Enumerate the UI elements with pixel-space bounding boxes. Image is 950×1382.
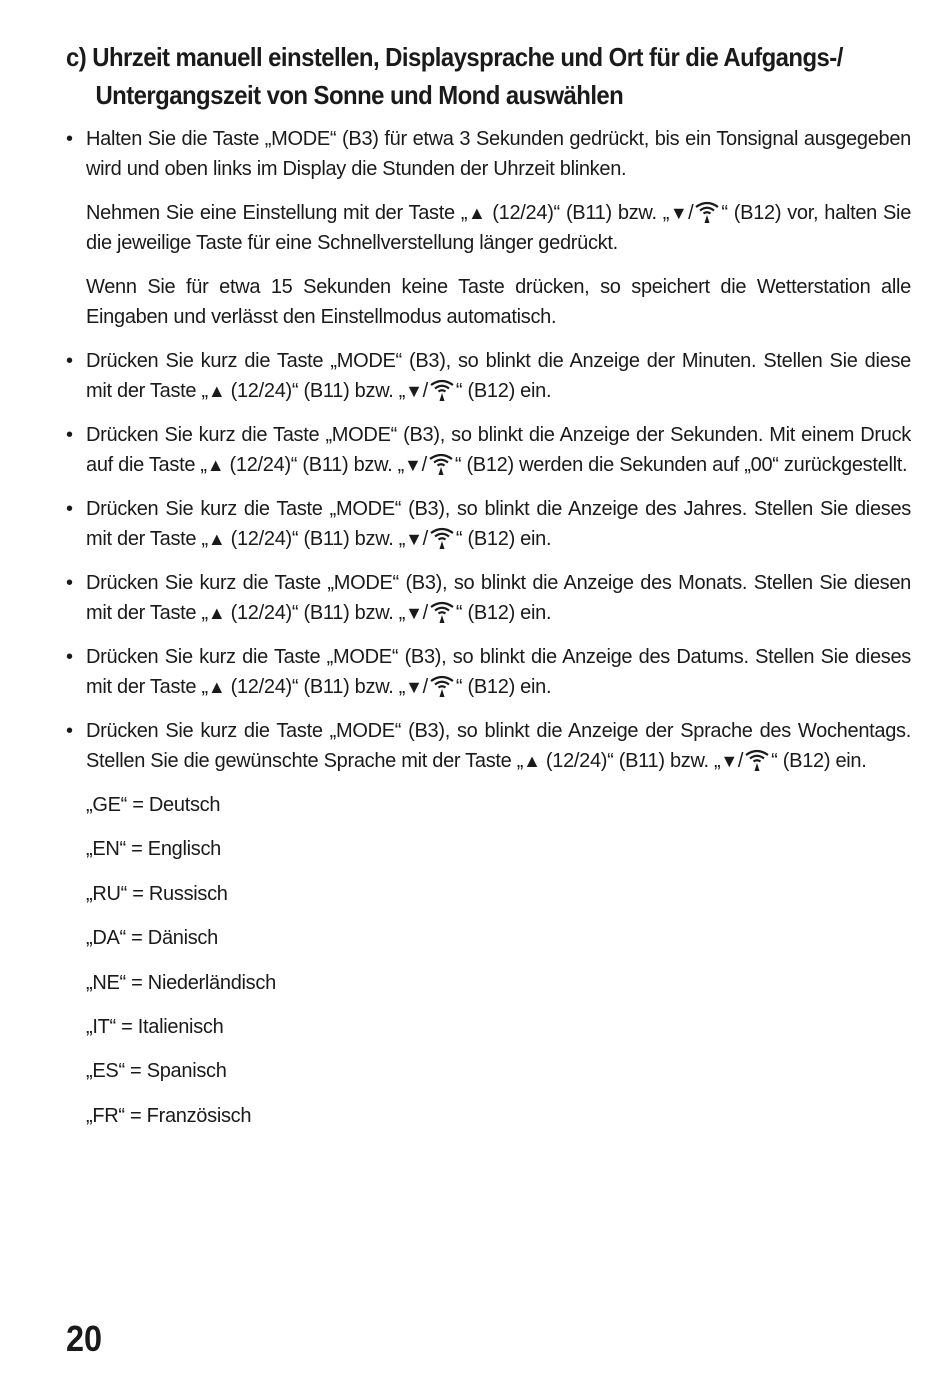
item-text: Drücken Sie kurz die Taste „MODE“ (B3), so blinkt die Anzeige des Monats. Stellen Sie diesen mit der Taste „ [86, 572, 911, 624]
item-text: Drücken Sie kurz die Taste „MODE“ (B3), so blinkt die Anzeige des Jahres. Stellen Sie dieses mit der Taste „ [86, 498, 911, 550]
radio-signal-icon [428, 378, 456, 402]
down-triangle-icon: ▼ [404, 455, 422, 475]
key-text: (12/24)“ (B11) bzw. „ [224, 454, 405, 476]
item-text: Drücken Sie kurz die Taste „MODE“ (B3), so blinkt die Anzeige der Sprache des Wochentags. Stellen Sie die gewünschte Sprache mit der Taste „ [86, 720, 911, 772]
key-text: (12/24)“ (B11) bzw. „ [225, 602, 406, 624]
down-triangle-icon: ▼ [405, 603, 423, 623]
radio-signal-icon [693, 200, 721, 224]
paragraph-text: Nehmen Sie eine Einstellung mit der Taste „ [86, 202, 468, 224]
suffix-text: “ (B12) ein. [455, 676, 552, 698]
radio-signal-icon [428, 526, 456, 550]
list-item [66, 494, 911, 554]
language-entry-it: „IT“ = Italienisch [86, 1015, 224, 1038]
down-triangle-icon: ▼ [405, 381, 423, 401]
key-text: (12/24)“ (B11) bzw. „ [225, 380, 406, 402]
item-text: Drücken Sie kurz die Taste „MODE“ (B3), so blinkt die Anzeige der Minuten. Stellen Sie diese mit der Taste „ [86, 350, 911, 402]
language-entry-en: „EN“ = Englisch [86, 838, 221, 861]
bullet-marker: • [66, 128, 73, 150]
list-item [66, 716, 911, 776]
slash-text: / [421, 454, 427, 476]
suffix-text: “ (B12) ein. [455, 528, 552, 550]
item-text: “ (B12) werden die Sekunden auf „00“ zurückgestellt. [454, 454, 908, 476]
section-heading [66, 38, 857, 114]
list-item [66, 346, 911, 406]
up-triangle-icon: ▲ [467, 203, 487, 223]
bullet-marker: • [66, 350, 73, 372]
key-text: (12/24)“ (B11) bzw. „ [225, 676, 406, 698]
bullet-marker: • [66, 572, 73, 594]
suffix-text: “ (B12) ein. [455, 602, 552, 624]
paragraph-text: Wenn Sie für etwa 15 Sekunden keine Taste drücken, so speichert die Wetterstation alle Eingaben und verlässt den Einstellmodus automatisch. [86, 276, 911, 328]
key-text: (12/24)“ (B11) bzw. „ [486, 202, 670, 224]
heading-line-1: c) Uhrzeit manuell einstellen, Displaysprache und Ort für die Aufgangs-/ [66, 42, 843, 72]
page-number: 20 [66, 1318, 103, 1359]
up-triangle-icon: ▲ [207, 529, 226, 549]
down-triangle-icon: ▼ [405, 677, 423, 697]
item-text: Halten Sie die Taste „MODE“ (B3) für etwa 3 Sekunden gedrückt, bis ein Tonsignal ausgegeben wird und oben links im Display die Stunden der Uhrzeit blinken. [86, 128, 911, 180]
language-entry-da: „DA“ = Dänisch [86, 927, 218, 950]
heading-line-2: Untergangszeit von Sonne und Mond auswählen [95, 80, 624, 110]
list-item [66, 124, 911, 184]
radio-signal-icon [428, 600, 456, 624]
language-entry-ne: „NE“ = Niederländisch [86, 971, 276, 994]
bullet-marker: • [66, 720, 73, 742]
language-entry-es: „ES“ = Spanisch [86, 1060, 227, 1083]
up-triangle-icon: ▲ [207, 603, 226, 623]
up-triangle-icon: ▲ [207, 677, 226, 697]
up-triangle-icon: ▲ [206, 455, 225, 475]
slash-text: / [688, 202, 694, 224]
paragraph [66, 272, 911, 332]
slash-text: / [422, 602, 428, 624]
radio-signal-icon [427, 452, 455, 476]
up-triangle-icon: ▲ [523, 751, 541, 771]
bullet-marker: • [66, 498, 73, 520]
suffix-text: “ (B12) ein. [455, 380, 552, 402]
list-item [66, 642, 911, 702]
down-triangle-icon: ▼ [405, 529, 423, 549]
slash-text: / [737, 750, 744, 772]
slash-text: / [422, 528, 428, 550]
bullet-marker: • [66, 424, 73, 446]
bullet-marker: • [66, 646, 73, 668]
down-triangle-icon: ▼ [669, 203, 689, 223]
item-text: “ (B12) ein. [771, 750, 867, 772]
slash-text: / [422, 676, 428, 698]
up-triangle-icon: ▲ [207, 381, 226, 401]
list-item [66, 420, 911, 480]
paragraph [66, 198, 911, 258]
language-entry-fr: „FR“ = Französisch [86, 1104, 252, 1127]
language-entry-ru: „RU“ = Russisch [86, 882, 228, 905]
radio-signal-icon [743, 748, 771, 772]
slash-text: / [422, 380, 428, 402]
instructions [66, 124, 911, 1145]
item-text: Drücken Sie kurz die Taste „MODE“ (B3), so blinkt die Anzeige des Datums. Stellen Sie dieses mit der Taste „ [86, 646, 911, 698]
key-text: (12/24)“ (B11) bzw. „ [540, 750, 721, 772]
language-entry-ge: „GE“ = Deutsch [86, 794, 221, 816]
key-text: (12/24)“ (B11) bzw. „ [225, 528, 406, 550]
down-triangle-icon: ▼ [720, 751, 738, 771]
list-item [66, 568, 911, 628]
paragraph-text: “ (B12) vor, halten Sie die jeweilige Taste für eine Schnellverstellung länger gedrückt. [86, 202, 912, 254]
radio-signal-icon [428, 674, 456, 698]
item-text: Drücken Sie kurz die Taste „MODE“ (B3), so blinkt die Anzeige der Sekunden. Mit einem Druck auf die Taste „ [86, 424, 911, 476]
